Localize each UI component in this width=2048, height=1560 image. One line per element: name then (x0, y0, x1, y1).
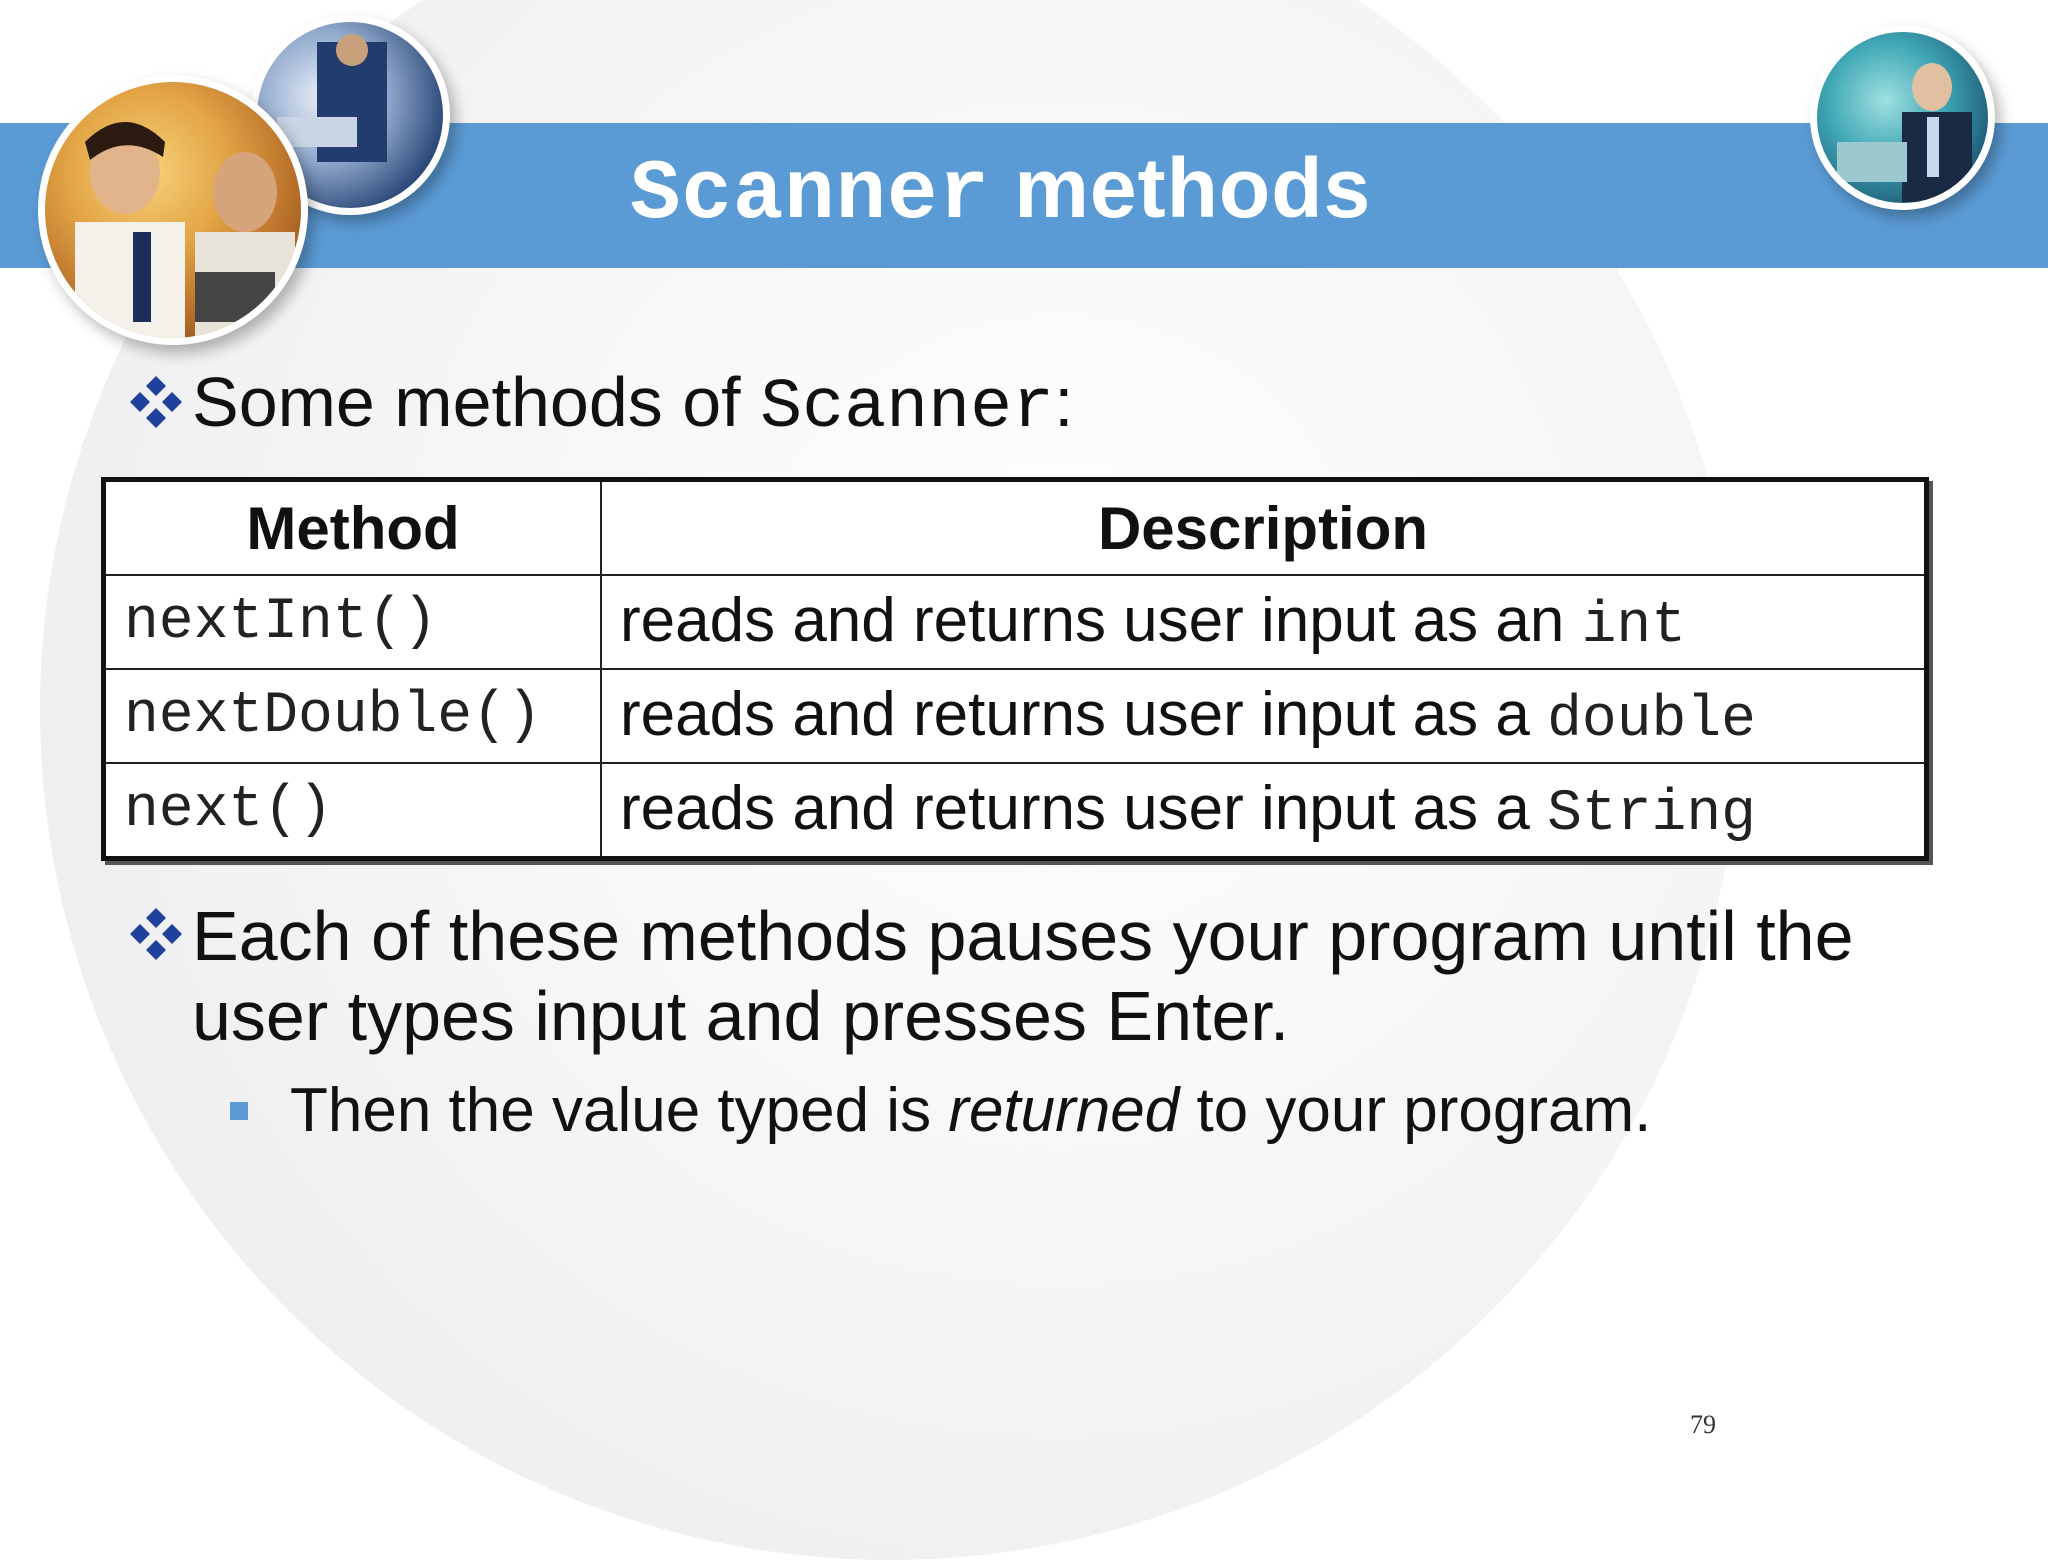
bullet-item (128, 362, 1074, 448)
square-bullet-icon (230, 1102, 248, 1120)
table-row (104, 669, 1927, 763)
slide-title (630, 140, 1430, 243)
business-photo-meeting (1810, 25, 1995, 210)
header-method: Method (104, 480, 602, 576)
title-text: methods (989, 141, 1372, 235)
description-code: int (1581, 594, 1686, 659)
sub-bullet-text (290, 1075, 1651, 1146)
method-cell: nextDouble() (104, 669, 602, 763)
description-text: reads and returns user input as a (620, 774, 1548, 843)
method-cell: next() (104, 763, 602, 859)
description-text: reads and returns user input as a (620, 680, 1548, 749)
sub-bullet-tail: to your program. (1179, 1076, 1652, 1145)
header-description: Description (601, 480, 1927, 576)
four-diamond-bullet-icon (128, 906, 184, 962)
table-row (104, 763, 1927, 859)
title-class-name: Scanner (630, 148, 990, 243)
table-header-row (104, 480, 1927, 576)
description-cell (601, 763, 1927, 859)
business-photo-team (38, 75, 308, 345)
description-code: double (1547, 688, 1756, 753)
sub-bullet-emphasis: returned (948, 1076, 1180, 1145)
bullet-text (192, 362, 1074, 448)
four-diamond-bullet-icon (128, 374, 184, 430)
method-cell: nextInt() (104, 575, 602, 669)
scanner-methods-table (101, 477, 1929, 861)
sub-bullet-item (230, 1075, 1651, 1146)
description-text: reads and returns user input as an (620, 586, 1582, 655)
page-number: 79 (1690, 1410, 1716, 1439)
description-cell (601, 669, 1927, 763)
table-row (104, 575, 1927, 669)
description-code: String (1547, 782, 1756, 847)
description-cell (601, 575, 1927, 669)
sub-bullet-lead: Then the value typed is (290, 1076, 949, 1145)
bullet-text-suffix: : (1054, 363, 1074, 441)
bullet-text-lead: Some methods of (192, 363, 761, 441)
bullet-text: Each of these methods pauses your program until the user types input and presses Enter. (192, 897, 1854, 1055)
bullet-code: Scanner (760, 369, 1055, 448)
bullet-item (128, 896, 1888, 1056)
